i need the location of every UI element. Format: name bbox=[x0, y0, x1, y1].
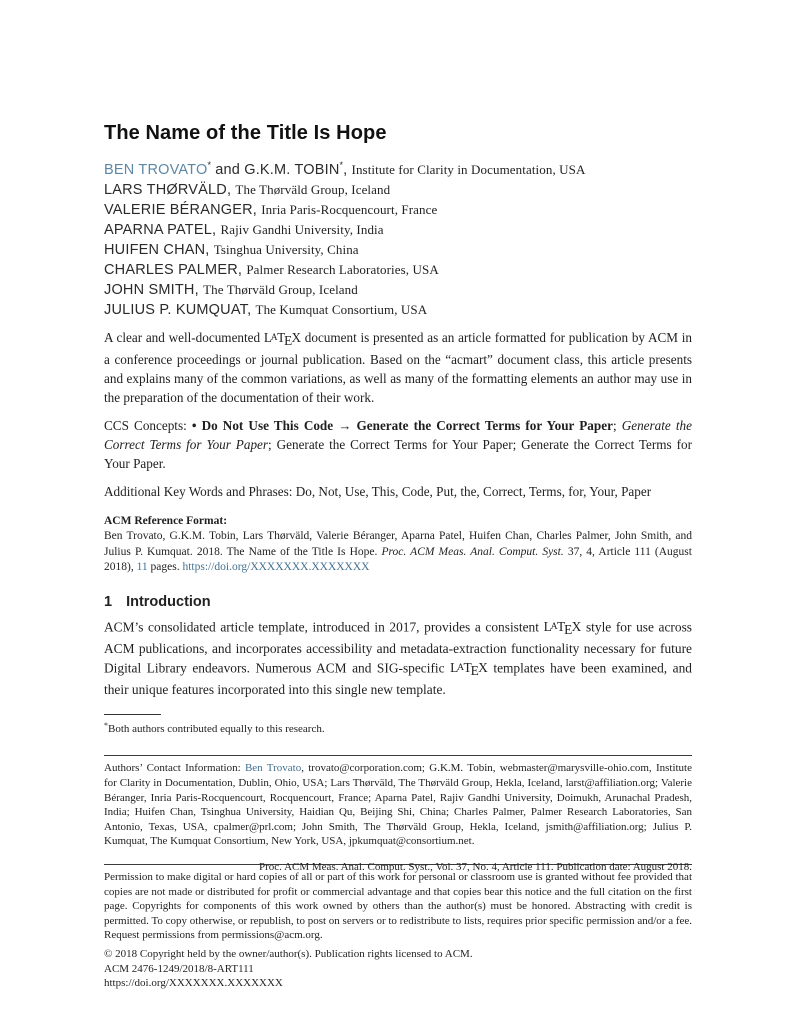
author-line bbox=[104, 280, 692, 300]
contact-info bbox=[104, 761, 692, 849]
acm-reference-heading: ACM Reference Format: bbox=[104, 514, 228, 527]
author-line bbox=[104, 220, 692, 240]
author-name: G.K.M. TOBIN bbox=[244, 162, 340, 178]
footnote-text: Both authors contributed equally to this research. bbox=[108, 722, 325, 735]
pages-link[interactable]: 11 bbox=[136, 561, 148, 574]
author-affiliation: Palmer Research Laboratories, USA bbox=[246, 262, 439, 277]
page-content bbox=[104, 0, 692, 1028]
author-separator: , bbox=[226, 182, 236, 198]
author-line bbox=[104, 240, 692, 260]
ccs-label: CCS Concepts: bbox=[104, 417, 192, 433]
section-title: Introduction bbox=[126, 593, 211, 610]
author-affiliation: The Kumquat Consortium, USA bbox=[255, 302, 428, 317]
footer-citation: Proc. ACM Meas. Anal. Comput. Syst., Vol. 37, No. 4, Article 111. Publication date: August 2018. bbox=[259, 861, 692, 873]
author-block bbox=[104, 156, 692, 320]
author-separator: , bbox=[194, 282, 204, 298]
abstract-text: A clear and well-documented bbox=[104, 330, 264, 345]
author-affiliation: Inria Paris-Rocquencourt, France bbox=[261, 202, 438, 217]
author-affiliation: Institute for Clarity in Documentation, USA bbox=[351, 162, 586, 177]
contact-label: Authors’ Contact Information: bbox=[104, 762, 245, 775]
author-separator: , bbox=[343, 162, 352, 178]
section-number: 1 bbox=[104, 593, 113, 610]
author-name: JOHN SMITH bbox=[104, 282, 195, 298]
author-name: JULIUS P. KUMQUAT bbox=[104, 302, 248, 318]
footnote-rule bbox=[104, 714, 161, 715]
footnote bbox=[104, 719, 692, 737]
author-line bbox=[104, 260, 692, 280]
doi-link[interactable]: https://doi.org/XXXXXXX.XXXXXXX bbox=[104, 977, 283, 990]
author-name: LARS THØRVÄLD bbox=[104, 182, 227, 198]
author-name: CHARLES PALMER bbox=[104, 262, 238, 278]
latex-logo: LATEX bbox=[263, 330, 302, 348]
keywords-line: Additional Key Words and Phrases: Do, Not, Use, This, Code, Put, the, Correct, Terms, for, Your, Paper bbox=[104, 483, 652, 499]
author-joiner: and bbox=[210, 162, 245, 178]
author-line bbox=[104, 180, 692, 200]
author-affiliation: The Thørväld Group, Iceland bbox=[235, 182, 391, 197]
acm-reference: Ben Trovato, G.K.M. Tobin, Lars Thørväld, Valerie Béranger, Aparna Patel, Huifen Chan, Charles Palmer, John Smith, and Julius P. Kumquat. 2018. The Name of the Title Is Hope. Proc. ACM Meas. Anal. Comput. Syst. 37, 4, Article 111 (August 2018), 11 pages. https://doi.org/XXXXXXX.XXXXXXX bbox=[104, 530, 692, 574]
author-affiliation: The Thørväld Group, Iceland bbox=[203, 282, 358, 297]
ccs-concepts: CCS Concepts: • Do Not Use This Code → Generate the Correct Terms for Your Paper; Generate the Correct Terms for Your Paper; Generate the Correct Terms for Your Paper; Generate the Correct Terms for Your Paper. bbox=[104, 417, 692, 471]
divider-rule bbox=[104, 755, 692, 756]
ccs-concept-secondary: Generate the Correct Terms for Your Paper bbox=[104, 417, 692, 452]
author-affiliation: Tsinghua University, China bbox=[213, 242, 359, 257]
author-separator: , bbox=[252, 202, 262, 218]
author-name: APARNA PATEL bbox=[104, 222, 212, 238]
author-separator: , bbox=[211, 222, 221, 238]
author-affiliation: Rajiv Gandhi University, India bbox=[220, 222, 384, 237]
author-line bbox=[104, 156, 692, 180]
footnote-mark: * bbox=[207, 160, 211, 170]
author-name: HUIFEN CHAN bbox=[104, 242, 206, 258]
author-separator: , bbox=[237, 262, 247, 278]
contact-text: , trovato@corporation.com; G.K.M. Tobin, webmaster@marysville-ohio.com, Institute for Clarity in Documentation, Dublin, Ohio, USA; Lars Thørväld, The Thørväld Group, Hekla, Iceland, larst@affiliation.org; Valerie Béranger, Inria Paris-Rocquencourt, Rocquencourt, France; Aparna Patel, Rajiv Gandhi University, Doimukh, Arunachal Pradesh, India; Huifen Chan, Tsinghua University, Haidian Qu, Beijing Shi, China; Charles Palmer, Palmer Research Laboratories, San Antonio, Texas, USA, cpalmer@prl.com; John Smith, The Thørväld Group, Hekla, Iceland, jsmith@affiliation.org; Julius P. Kumquat, The Kumquat Consortium, New York, USA, jpkumquat@consortium.net. bbox=[104, 762, 692, 848]
introduction-paragraph: ACM’s consolidated article template, introduced in 2017, provides a consistent LATEX style for use across ACM publications, and incorporates accessibility and metadata-extraction functionality necessary for future Digital Library endeavors. Numerous ACM and SIG-specific LATEX templates have been examined, and their unique features incorporated into this single new template. bbox=[104, 619, 693, 697]
author-link-ben-trovato[interactable]: BEN TROVATO bbox=[104, 162, 208, 178]
contact-link-ben-trovato[interactable]: Ben Trovato bbox=[244, 762, 302, 775]
footnote-mark: * bbox=[339, 160, 344, 170]
footnote-mark: * bbox=[104, 720, 108, 730]
author-line bbox=[104, 200, 692, 220]
latex-logo: LATEX bbox=[543, 619, 582, 637]
latex-logo: LATEX bbox=[450, 660, 488, 678]
ccs-concept-primary: • Do Not Use This Code → Generate the Correct Terms for Your Paper bbox=[191, 417, 613, 433]
author-separator: , bbox=[247, 302, 256, 318]
doi-link-reference[interactable]: https://doi.org/XXXXXXX.XXXXXXX bbox=[182, 561, 370, 574]
section-heading-introduction bbox=[104, 594, 692, 610]
author-line bbox=[104, 300, 692, 320]
abstract-paragraph bbox=[104, 328, 692, 407]
abstract-text: document is presented as an article formatted for publication by ACM in a conference proceedings or journal publication. Based on the “acmart” document class, this article presents and explains many of the common variations, as well as many of the formatting elements an author may use in the preparation of the documentation of their work. bbox=[104, 330, 693, 405]
author-name: VALERIE BÉRANGER bbox=[104, 202, 253, 218]
author-separator: , bbox=[205, 242, 214, 258]
ccs-concepts-rest: ; Generate the Correct Terms for Your Paper; Generate the Correct Terms for Your Paper. bbox=[104, 436, 692, 471]
permission-notice: Permission to make digital or hard copies of all or part of this work for personal or classroom use is granted without fee provided that copies are not made or distributed for profit or commercial advantage and that copies bear this notice and the full citation on the first page. Copyrights for components of this work owned by others than the author(s) must be honored. Abstracting with credit is permitted. To copy otherwise, or republish, to post on servers or to redistribute to lists, requires prior specific permission and/or a fee. Request permissions from permissions@acm.org. bbox=[104, 870, 693, 942]
page-title: The Name of the Title Is Hope bbox=[104, 122, 387, 144]
copyright-line: © 2018 Copyright held by the owner/author(s). Publication rights licensed to ACM. bbox=[104, 947, 473, 960]
issn-line: ACM 2476-1249/2018/8-ART111 bbox=[104, 962, 254, 975]
journal-name: Proc. ACM Meas. Anal. Comput. Syst. bbox=[381, 545, 564, 558]
